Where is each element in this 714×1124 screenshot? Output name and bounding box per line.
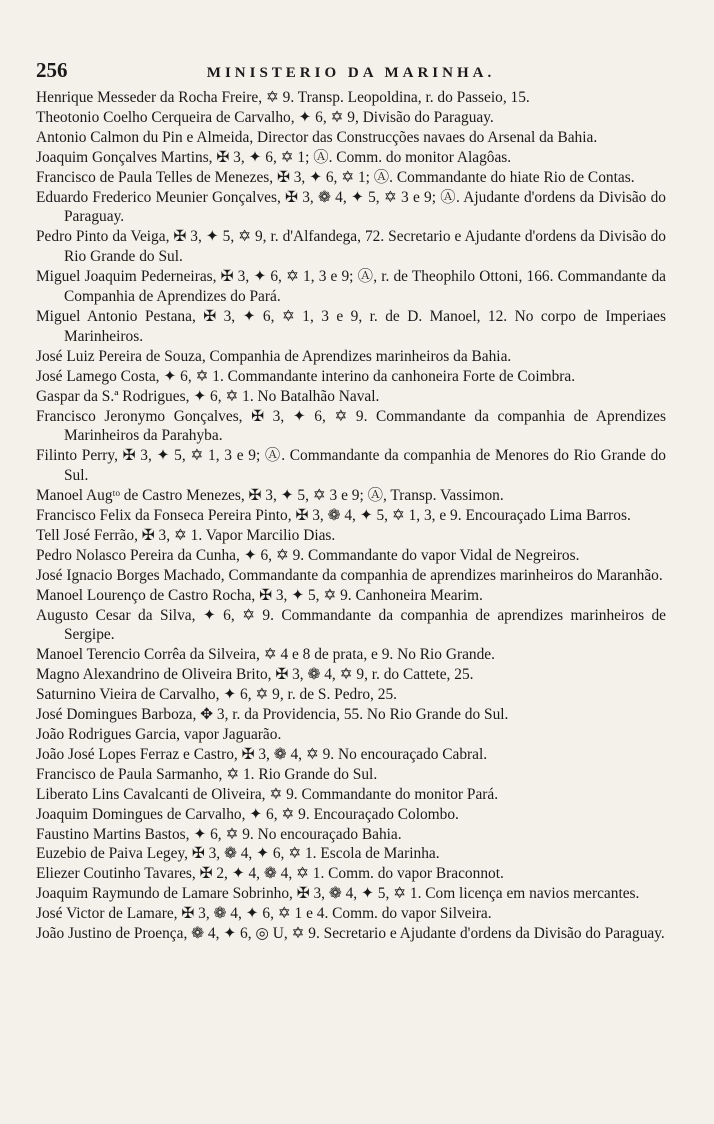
entry: João Justino de Proença, ❁ 4, ✦ 6, ◎ U, ✡ 9. Secretario e Ajudante d'ordens da Divisão do Paraguay.: [36, 925, 665, 943]
entry: Francisco de Paula Sarmanho, ✡ 1. Rio Grande do Sul.: [36, 765, 378, 783]
entry: Joaquim Raymundo de Lamare Sobrinho, ✠ 3, ❁ 4, ✦ 5, ✡ 1. Com licença em navios mercantes.: [36, 885, 640, 903]
entry: Francisco Jeronymo Gonçalves, ✠ 3, ✦ 6, ✡ 9. Commandante da companhia de Aprendizes Marinheiros da Parahyba.: [36, 407, 666, 445]
entry: Filinto Perry, ✠ 3, ✦ 5, ✡ 1, 3 e 9; Ⓐ. Commandante da companhia de Menores do Rio Grande do Sul.: [36, 447, 666, 485]
entry: Liberato Lins Cavalcanti de Oliveira, ✡ 9. Commandante do monitor Pará.: [36, 785, 499, 803]
entry: Henrique Messeder da Rocha Freire, ✡ 9. Transp. Leopoldina, r. do Passeio, 15.: [36, 89, 530, 106]
page-number: 256: [36, 58, 68, 82]
entry: Joaquim Domingues de Carvalho, ✦ 6, ✡ 9. Encouraçado Colombo.: [36, 805, 459, 823]
entry: Manoel Terencio Corrêa da Silveira, ✡ 4 e 8 de prata, e 9. No Rio Grande.: [36, 646, 495, 664]
entry: Tell José Ferrão, ✠ 3, ✡ 1. Vapor Marcilio Dias.: [36, 526, 336, 544]
entry: Faustino Martins Bastos, ✦ 6, ✡ 9. No encouraçado Bahia.: [36, 825, 402, 843]
entry: Gaspar da S.ª Rodrigues, ✦ 6, ✡ 1. No Batalhão Naval.: [36, 387, 380, 405]
entry: José Victor de Lamare, ✠ 3, ❁ 4, ✦ 6, ✡ 1 e 4. Comm. do vapor Silveira.: [36, 905, 492, 923]
entry: Eliezer Coutinho Tavares, ✠ 2, ✦ 4, ❁ 4, ✡ 1. Comm. do vapor Braconnot.: [36, 865, 504, 883]
entry: José Domingues Barboza, ✥ 3, r. da Providencia, 55. No Rio Grande do Sul.: [36, 706, 509, 724]
entry: Francisco de Paula Telles de Menezes, ✠ 3, ✦ 6, ✡ 1; Ⓐ. Commandante do hiate Rio de Contas.: [36, 168, 635, 186]
entry: José Luiz Pereira de Souza, Companhia de Aprendizes marinheiros da Bahia.: [36, 347, 512, 365]
entry: Eduardo Frederico Meunier Gonçalves, ✠ 3, ❁ 4, ✦ 5, ✡ 3 e 9; Ⓐ. Ajudante d'ordens da Divisão do Paraguay.: [36, 188, 666, 226]
page-header: [36, 58, 666, 84]
entry: Euzebio de Paiva Legey, ✠ 3, ❁ 4, ✦ 6, ✡ 1. Escola de Marinha.: [36, 845, 440, 863]
entry: Miguel Joaquim Pederneiras, ✠ 3, ✦ 6, ✡ 1, 3 e 9; Ⓐ, r. de Theophilo Ottoni, 166. Commandante da Companhia de Aprendizes do Pará.: [36, 268, 666, 306]
entry: Joaquim Gonçalves Martins, ✠ 3, ✦ 6, ✡ 1; Ⓐ. Comm. do monitor Alagôas.: [36, 148, 512, 166]
entry: Pedro Pinto da Veiga, ✠ 3, ✦ 5, ✡ 9, r. d'Alfandega, 72. Secretario e Ajudante d'ordens da Divisão do Rio Grande do Sul.: [36, 228, 666, 266]
entry: João Rodrigues Garcia, vapor Jaguarão.: [36, 726, 282, 743]
entry: Manoel Augᵗᵒ de Castro Menezes, ✠ 3, ✦ 5, ✡ 3 e 9; Ⓐ, Transp. Vassimon.: [36, 487, 504, 505]
entry: Miguel Antonio Pestana, ✠ 3, ✦ 6, ✡ 1, 3 e 9, r. de D. Manoel, 12. No corpo de Imperiaes Marinheiros.: [36, 307, 666, 345]
entry: Manoel Lourenço de Castro Rocha, ✠ 3, ✦ 5, ✡ 9. Canhoneira Mearim.: [36, 586, 483, 604]
entry: Saturnino Vieira de Carvalho, ✦ 6, ✡ 9, r. de S. Pedro, 25.: [36, 686, 397, 704]
entry: Pedro Nolasco Pereira da Cunha, ✦ 6, ✡ 9. Commandante do vapor Vidal de Negreiros.: [36, 546, 580, 564]
entry: João José Lopes Ferraz e Castro, ✠ 3, ❁ 4, ✡ 9. No encouraçado Cabral.: [36, 745, 488, 763]
entry: Augusto Cesar da Silva, ✦ 6, ✡ 9. Commandante da companhia de aprendizes marinheiros de Sergipe.: [36, 606, 666, 644]
entry-list: [36, 88, 666, 944]
entry: Magno Alexandrino de Oliveira Brito, ✠ 3, ❁ 4, ✡ 9, r. do Cattete, 25.: [36, 666, 474, 684]
entry: Francisco Felix da Fonseca Pereira Pinto, ✠ 3, ❁ 4, ✦ 5, ✡ 1, 3, e 9. Encouraçado Lima Barros.: [36, 507, 631, 525]
entry: José Lamego Costa, ✦ 6, ✡ 1. Commandante interino da canhoneira Forte de Coimbra.: [36, 367, 576, 385]
entry: Antonio Calmon du Pin e Almeida, Director das Construcções navaes do Arsenal da Bahia.: [36, 128, 598, 146]
entry: José Ignacio Borges Machado, Commandante da companhia de aprendizes marinheiros do Maranhão.: [36, 566, 663, 584]
page-title: MINISTERIO DA MARINHA.: [206, 65, 496, 81]
entry: Theotonio Coelho Cerqueira de Carvalho, ✦ 6, ✡ 9, Divisão do Paraguay.: [36, 108, 494, 126]
